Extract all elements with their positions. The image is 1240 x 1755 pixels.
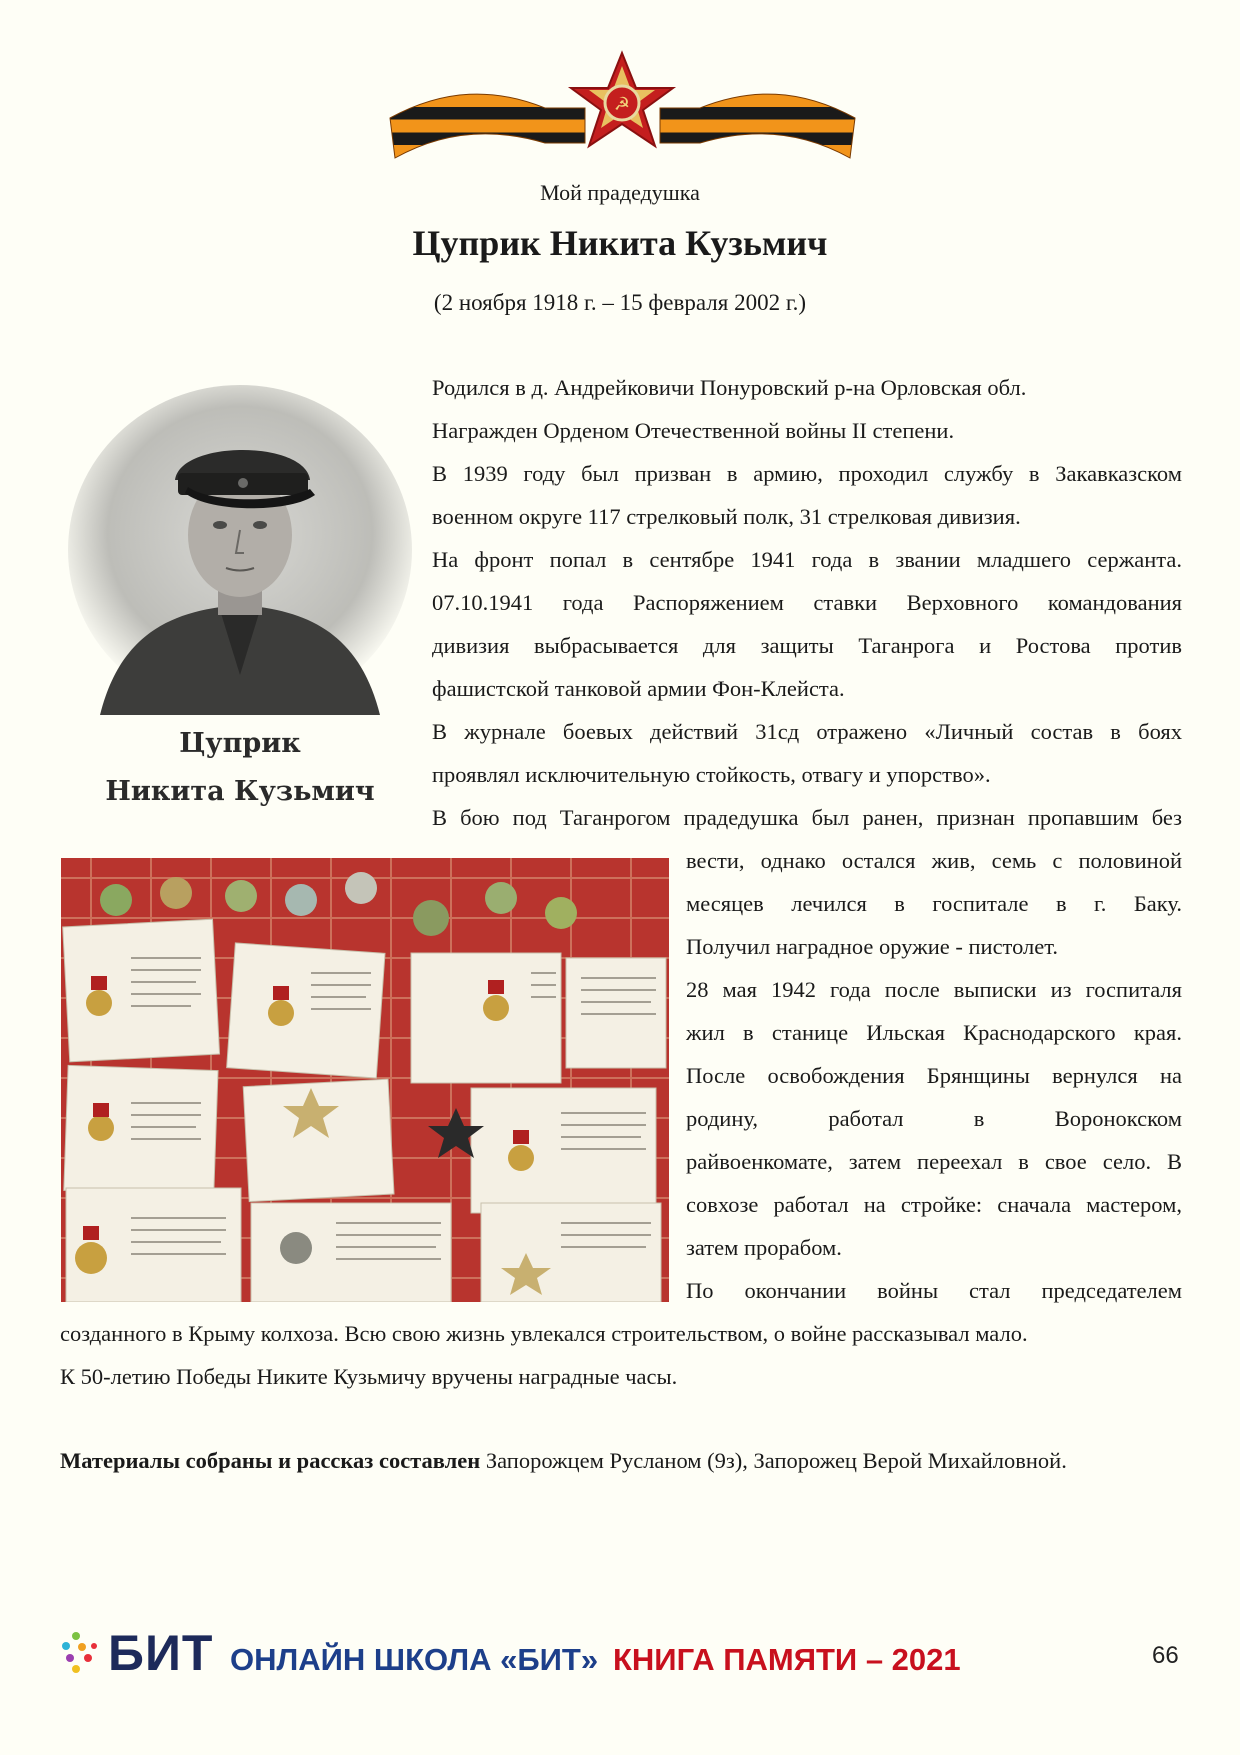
body-line-20: совхозе работал на стройке: сначала мастером, — [686, 1192, 1182, 1217]
body-line-9: В журнале боевых действий 31сд отражено «Личный состав в боях — [432, 719, 1182, 744]
bit-logo-icon — [60, 1630, 104, 1682]
credits — [60, 1448, 1067, 1474]
body-line-2: Награжден Орденом Отечественной войны II степени. — [432, 418, 955, 443]
body-line-17: После освобождения Брянщины вернулся на — [686, 1063, 1182, 1088]
medals-documents-photo — [61, 858, 669, 1302]
body-line-3: В 1939 году был призван в армию, проходил службу в Закавказском — [432, 461, 1182, 486]
credits-authors: Запорожцем Русланом (9з), Запорожец Верой Михайловной. — [480, 1448, 1067, 1473]
footer — [60, 1625, 1180, 1684]
body-line-21: затем прорабом. — [686, 1235, 842, 1260]
body-line-14: Получил наградное оружие - пистолет. — [686, 934, 1059, 959]
body-line-7: дивизия выбрасывается для защиты Таганрога и Ростова против — [432, 633, 1182, 658]
page-subtitle: Мой прадедушка — [540, 180, 700, 205]
body-line-18: родину, работал в Воронокском — [686, 1106, 1182, 1131]
body-line-8: фашистской танковой армии Фон-Клейста. — [432, 676, 845, 701]
bit-logo-text: БИТ — [108, 1625, 214, 1681]
body-line-16: жил в станице Ильская Краснодарского края. — [686, 1020, 1182, 1045]
body-line-15: 28 мая 1942 года после выписки из госпиталя — [686, 977, 1182, 1002]
body-line-6: 07.10.1941 года Распоряжением ставки Верховного командования — [432, 590, 1182, 615]
body-line-5: На фронт попал в сентябре 1941 года в звании младшего сержанта. — [432, 547, 1182, 572]
life-dates: (2 ноября 1918 г. – 15 февраля 2002 г.) — [433, 290, 807, 315]
page-number: 66 — [1152, 1642, 1179, 1669]
body-line-23: созданного в Крыму колхоза. Всю свою жизнь увлекался строительством, о войне рассказывал мало. — [60, 1321, 1028, 1346]
portrait-caption — [60, 720, 420, 816]
svg-text:☭: ☭ — [613, 94, 631, 115]
body-line-11: В бою под Таганрогом прадедушка был ранен, признан пропавшим без — [432, 805, 1182, 830]
body-line-19: райвоенкомате, затем переехал в свое село. В — [686, 1149, 1182, 1174]
footer-school-name: ОНЛАЙН ШКОЛА «БИТ» — [230, 1642, 599, 1677]
portrait-photo — [60, 385, 420, 715]
footer-book-title: КНИГА ПАМЯТИ – 2021 — [613, 1642, 961, 1677]
body-line-10: проявлял исключительную стойкость, отвагу и упорство». — [432, 762, 991, 787]
portrait-caption-surname: Цуприк — [179, 728, 301, 759]
body-line-1: Родился в д. Андрейковичи Понуровский р-на Орловская обл. — [432, 375, 1027, 400]
victory-ribbon-emblem — [385, 48, 860, 164]
body-line-13: месяцев лечился в госпитале в г. Баку. — [686, 891, 1182, 916]
body-line-12: вести, однако остался жив, семь с половиной — [686, 848, 1182, 873]
credits-label: Материалы собраны и рассказ составлен — [60, 1448, 481, 1473]
body-line-22: По окончании войны стал председателем — [686, 1278, 1182, 1303]
body-line-24: К 50-летию Победы Никите Кузьмичу вручены наградные часы. — [60, 1364, 678, 1389]
page-title: Цуприк Никита Кузьмич — [412, 223, 828, 263]
portrait-caption-name: Никита Кузьмич — [105, 776, 375, 807]
body-line-4: военном округе 117 стрелковый полк, 31 стрелковая дивизия. — [432, 504, 1021, 529]
